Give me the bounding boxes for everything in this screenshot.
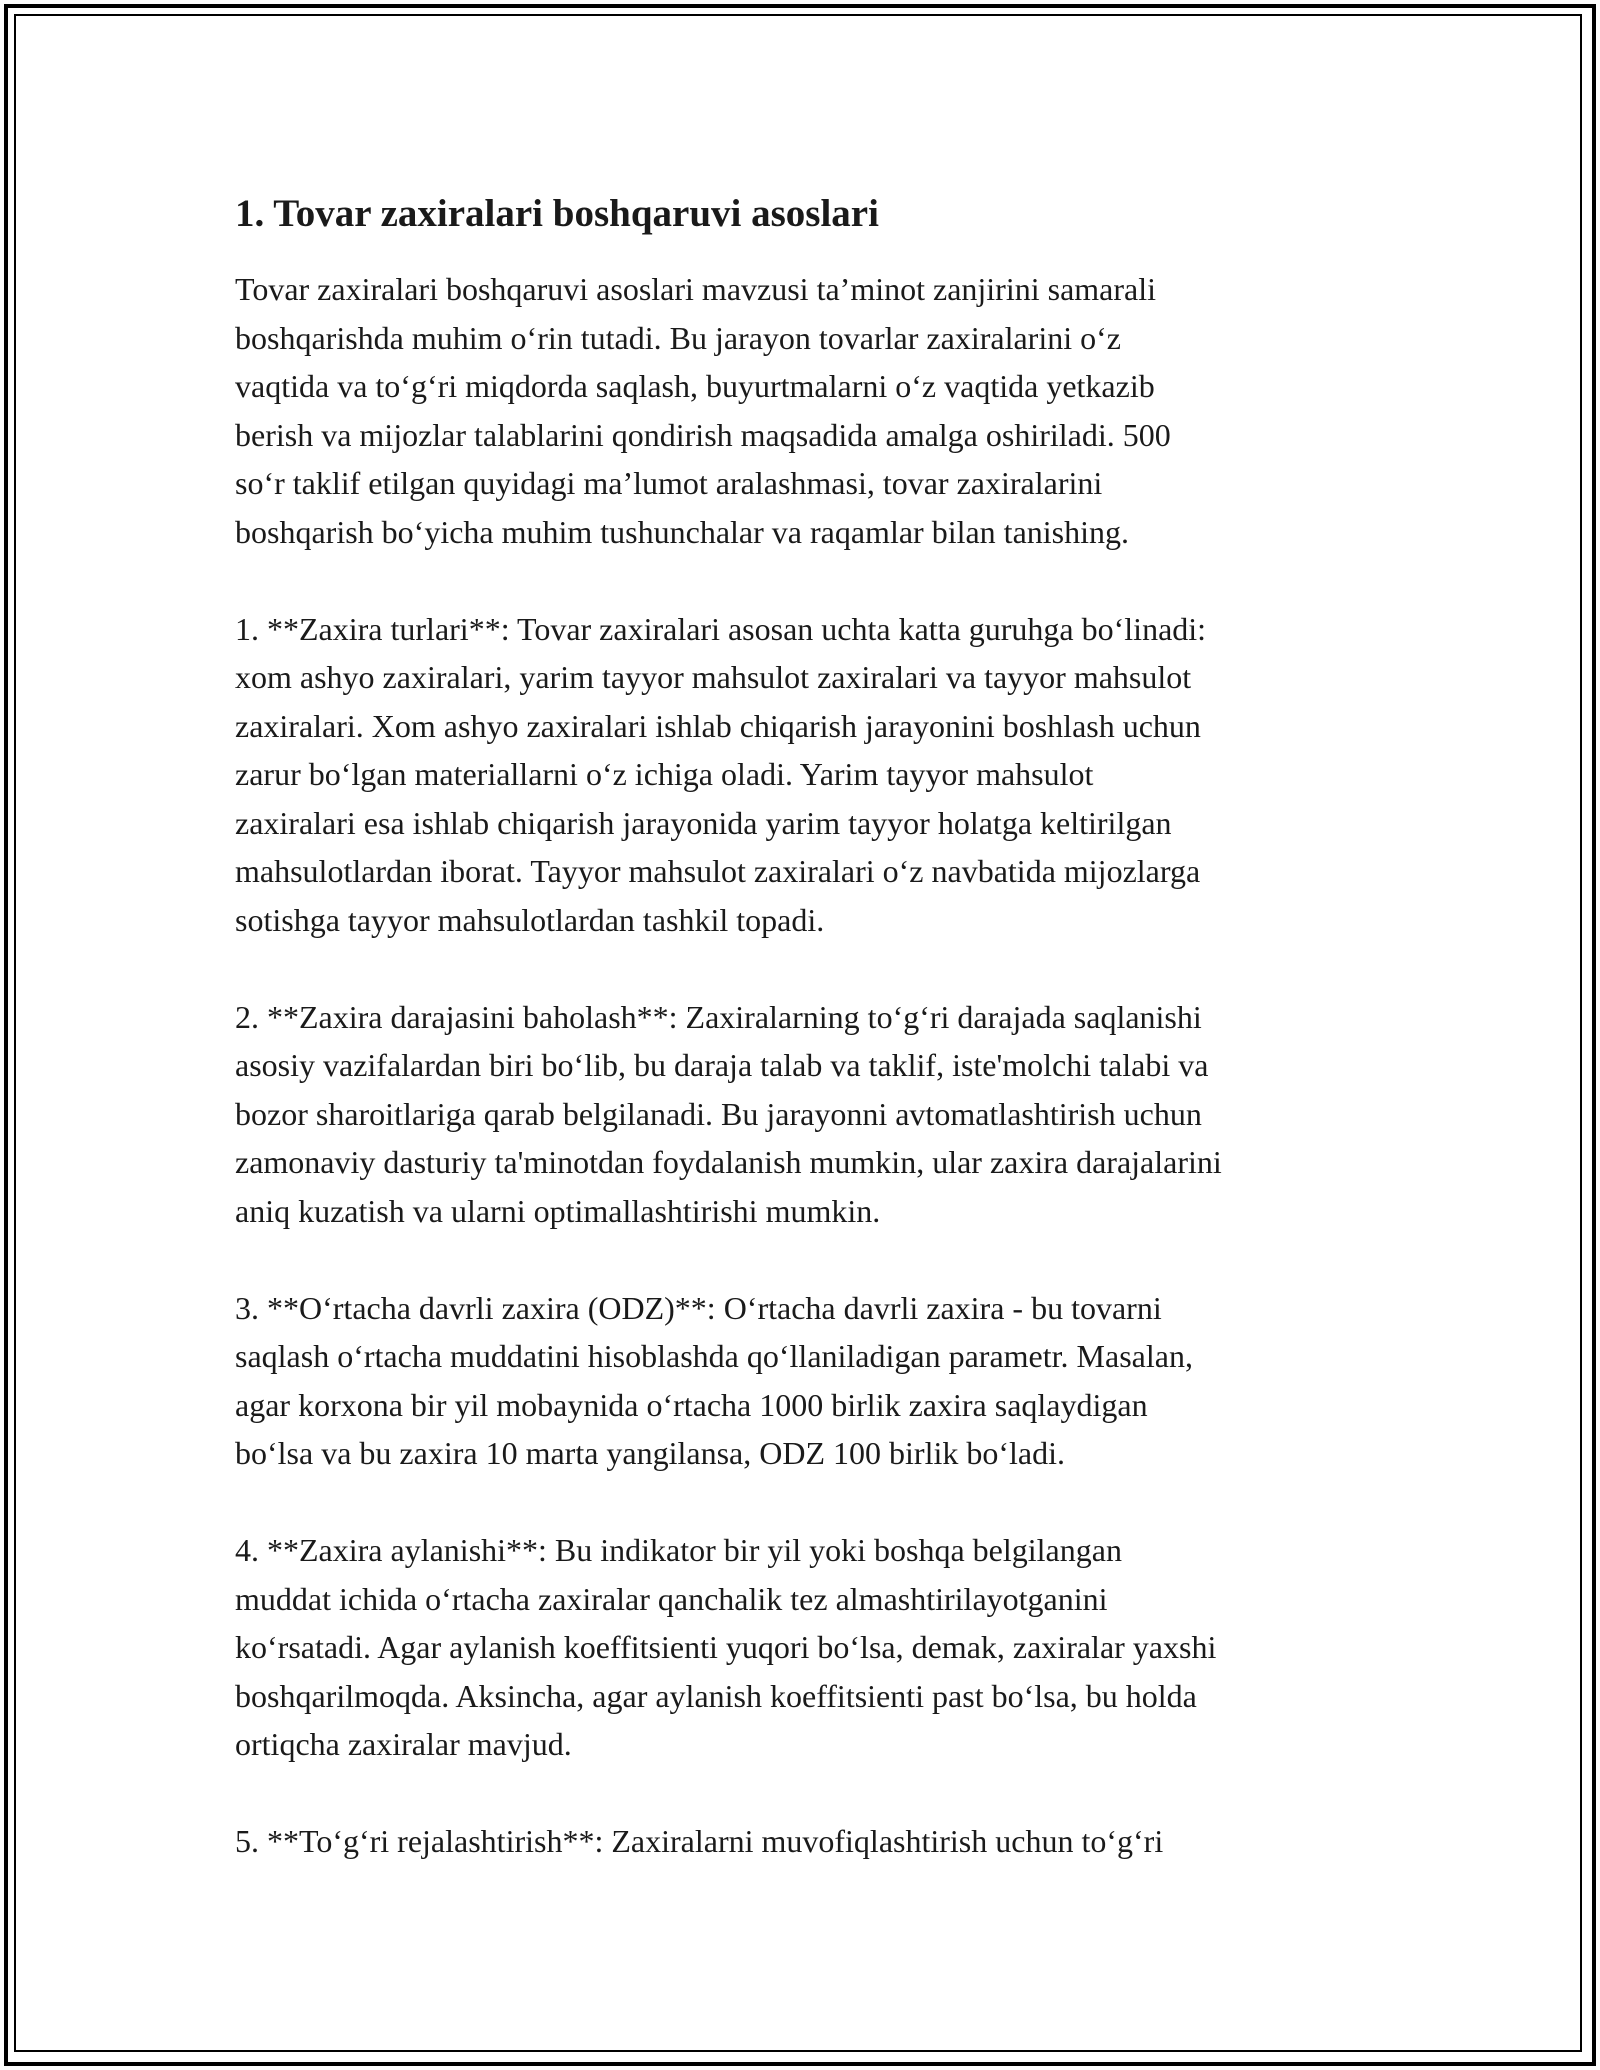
paragraph-rejalashtirish: 5. **To‘g‘ri rejalashtirish**: Zaxiralarni muvofiqlashtirish uchun to‘g‘ri [235, 1823, 1164, 1859]
document-body [235, 185, 1385, 1914]
paragraph-zaxira-darajasi: 2. **Zaxira darajasini baholash**: Zaxiralarning to‘g‘ri darajada saqlanishi asosiy vazifalardan biri bo‘lib, bu daraja talab va taklif, iste'molchi talabi va bozor sharoitlariga qarab belgilanadi. Bu jarayonni avtomatlashtirish uchun zamonaviy dasturiy ta'minotdan foydalanish mumkin, ular zaxira darajalarini aniq kuzatish va ularni optimallashtirishi mumkin. [235, 998, 1222, 1229]
paragraph-odz: 3. **O‘rtacha davrli zaxira (ODZ)**: O‘rtacha davrli zaxira - bu tovarni saqlash o‘rtacha muddatini hisoblashda qo‘llaniladigan parametr. Masalan, agar korxona bir yil mobaynida o‘rtacha 1000 birlik zaxira saqlaydigan bo‘lsa va bu zaxira 10 marta yangilansa, ODZ 100 birlik bo‘ladi. [235, 1289, 1193, 1471]
document-title: 1. Tovar zaxiralari boshqaruvi asoslari [235, 192, 879, 235]
paragraph-zaxira-turlari: 1. **Zaxira turlari**: Tovar zaxiralari asosan uchta katta guruhga bo‘linadi: xom ashyo zaxiralari, yarim tayyor mahsulot zaxiralari va tayyor mahsulot zaxiralari. Xom ashyo zaxiralari ishlab chiqarish jarayonini boshlash uchun zarur bo‘lgan materiallarni o‘z ichiga oladi. Yarim tayyor mahsulot zaxiralari esa ishlab chiqarish jarayonida yarim tayyor holatga keltirilgan mahsulotlardan iborat. Tayyor mahsulot zaxiralari o‘z navbatida mijozlarga sotishga tayyor mahsulotlardan tashkil topadi. [235, 610, 1207, 938]
intro-paragraph: Tovar zaxiralari boshqaruvi asoslari mavzusi ta’minot zanjirini samarali boshqarishda muhim o‘rin tutadi. Bu jarayon tovarlar zaxiralarini o‘z vaqtida va to‘g‘ri miqdorda saqlash, buyurtmalarni o‘z vaqtida yetkazib berish va mijozlar talablarini qondirish maqsadida amalga oshiriladi. 500 so‘r taklif etilgan quyidagi ma’lumot aralashmasi, tovar zaxiralarini boshqarish bo‘yicha muhim tushunchalar va raqamlar bilan tanishing. [235, 271, 1171, 550]
paragraph-zaxira-aylanishi: 4. **Zaxira aylanishi**: Bu indikator bir yil yoki boshqa belgilangan muddat ichida o‘rtacha zaxiralar qanchalik tez almashtirilayotganini ko‘rsatadi. Agar aylanish koeffitsienti yuqori bo‘lsa, demak, zaxiralar yaxshi boshqarilmoqda. Aksincha, agar aylanish koeffitsienti past bo‘lsa, bu holda ortiqcha zaxiralar mavjud. [235, 1532, 1217, 1762]
